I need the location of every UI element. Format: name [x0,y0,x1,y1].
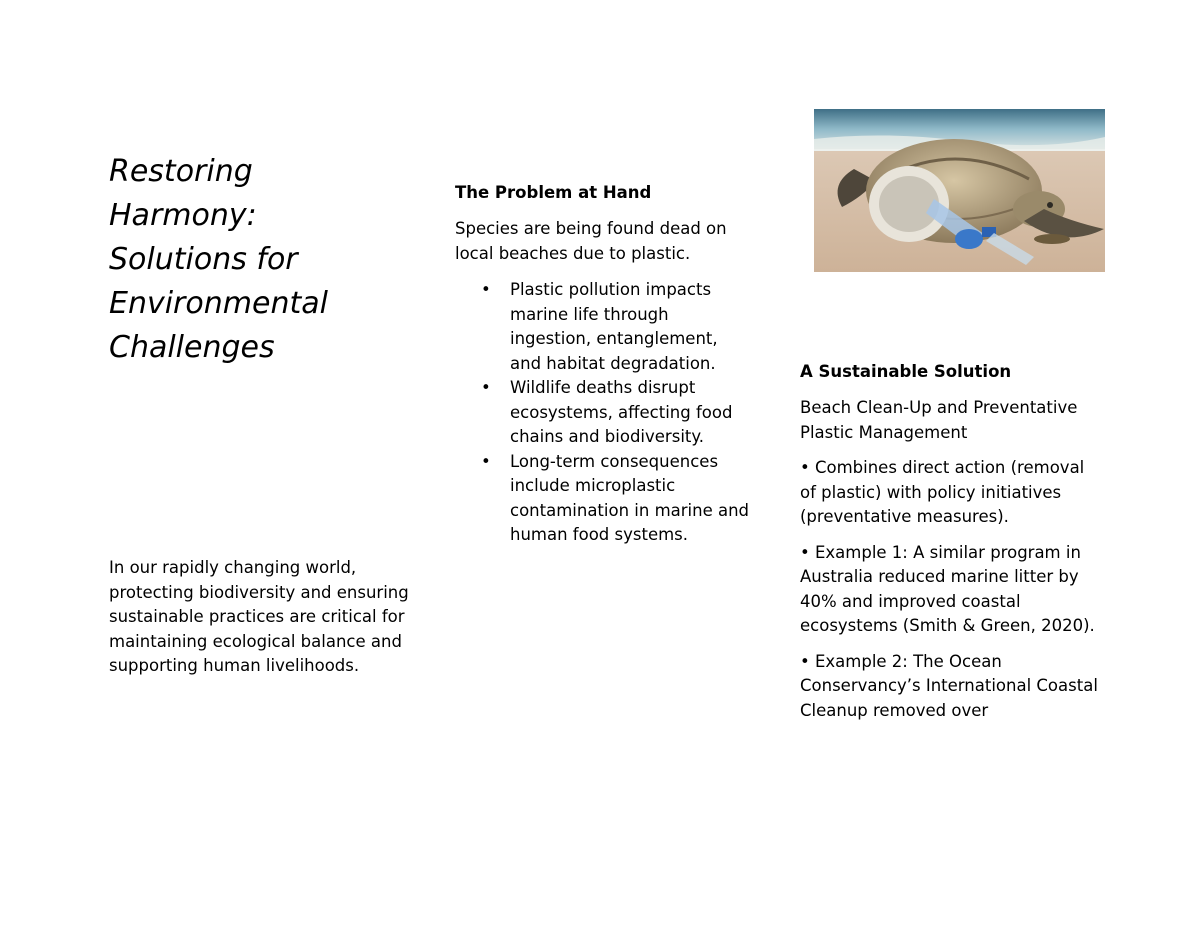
solution-subtitle: Beach Clean-Up and Preventative Plastic Management [800,398,1078,442]
problem-section [455,181,755,548]
bullet-marker: • [481,378,491,397]
title-line-1: Restoring [109,154,253,189]
title-line-2: Harmony: [109,198,257,233]
bullet-text: Long-term consequences include microplastic contamination in marine and human food systems. [510,451,750,544]
problem-bullet-list [455,278,755,548]
solution-point: • Combines direct action (removal of plastic) with policy initiatives (preventative measures). [800,458,1085,526]
turtle-plastic-photo [814,109,1105,272]
solution-point: • Example 2: The Ocean Conservancy’s International Coastal Cleanup removed over [800,651,1098,720]
bullet-marker: • [481,280,491,299]
solution-point: • Example 1: A similar program in Australia reduced marine litter by 40% and improved coastal ecosystems (Smith & Green, 2020). [800,542,1095,635]
brochure-title [109,150,409,370]
solution-heading: A Sustainable Solution [800,362,1012,381]
bullet-text: Plastic pollution impacts marine life through ingestion, entanglement, and habitat degradation. [510,280,718,373]
title-line-3: Solutions for [109,242,298,277]
intro-paragraph: In our rapidly changing world, protecting biodiversity and ensuring sustainable practices are critical for maintaining ecological balance and supporting human livelihoods. [109,558,409,675]
bullet-marker: • [481,451,491,471]
bullet-text: Wildlife deaths disrupt ecosystems, affecting food chains and biodiversity. [510,378,733,446]
title-block [109,150,409,370]
title-line-4: Environmental [109,286,328,321]
list-item [455,450,750,548]
list-item [455,376,750,450]
list-item [455,278,750,376]
problem-lead: Species are being found dead on local beaches due to plastic. [455,219,727,263]
turtle-illustration [814,109,1105,272]
problem-heading: The Problem at Hand [455,183,652,202]
title-line-5: Challenges [109,330,275,365]
solution-section [800,360,1100,734]
